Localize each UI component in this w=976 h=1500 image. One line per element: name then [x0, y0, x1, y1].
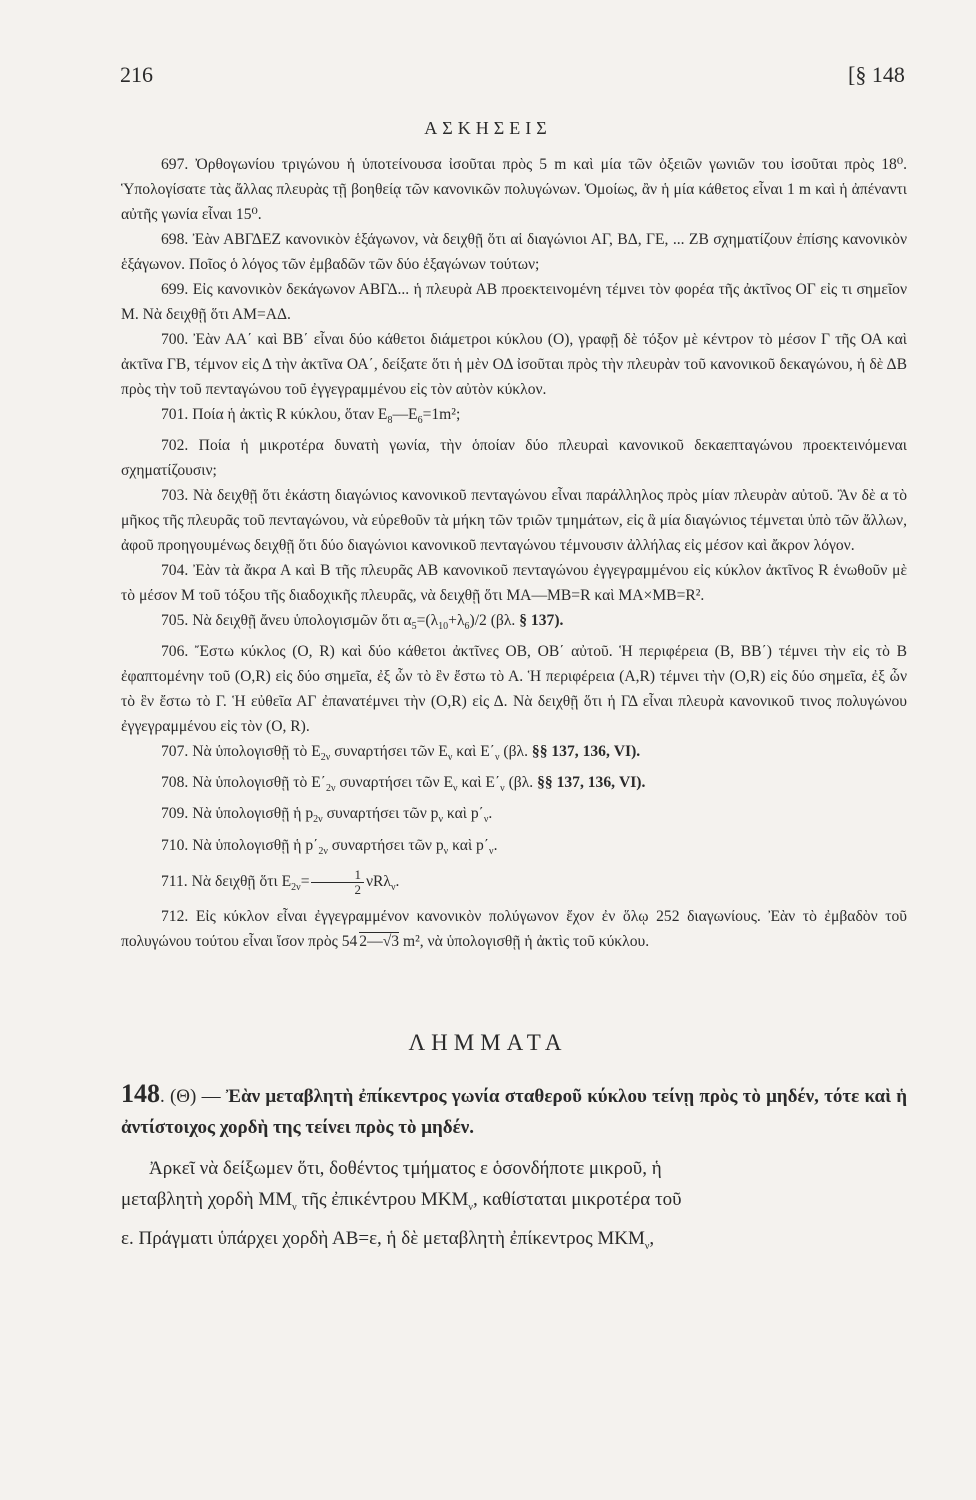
exercise-705: 705. Νὰ δειχθῇ ἄνευ ὑπολογισμῶν ὅτι $\alpha_5=(\lambda_{10}+\lambda_6)/2$ (βλ. § 137).: [161, 612, 564, 633]
exercise-699: 699. Εἰς κανονικὸν δεκάγωνον ΑΒΓΔ... ἡ πλευρὰ ΑΒ προεκτεινομένη τέμνει τὸν φορέα τῆς ἀκτῖνος ΟΓ εἰς τι σημεῖον Μ. Νὰ δειχθῇ ὅτι ΑΜ=ΑΔ.: [121, 281, 907, 323]
exercise-711: 711. Νὰ δειχθῇ ὅτι $E_{2\nu}=$ $\frac{1}{2}$ νRλ$_\nu$.: [161, 866, 400, 897]
exercise-712: 712. Εἰς κύκλον εἶναι ἐγγεγραμμένον κανονικὸν πολύγωνον ἔχον ἐν ὅλῳ 252 διαγωνίους. Ἐὰν τὸ ἐμβαδὸν τοῦ πολυγώνου τούτου εἶναι ἴσον πρὸς 54 2—√3 m², νὰ ὑπολογισθῇ ἡ ἀκτὶς τοῦ κύκλου.: [121, 907, 907, 950]
exercise-708: 708. Νὰ ὑπολογισθῇ τὸ $E΄_{2\nu}$ συναρτήσει τῶν $E_\nu$ καὶ $E΄_\nu$ (βλ. §§ 137, 136, VI).: [161, 774, 646, 795]
section-reference: [§ 148: [848, 62, 905, 87]
exercise-702: 702. Ποία ἡ μικροτέρα δυνατὴ γωνία, τὴν ὁποίαν δύο πλευραὶ κανονικοῦ δεκαεπταγώνου προεκτεινόμεναι σχηματίζουσιν;: [121, 437, 907, 480]
fraction: $\frac{1}{2}$: [311, 868, 364, 897]
page-number: 216: [120, 62, 153, 87]
proof-line-2: μεταβλητὴ χορδὴ $MM_\nu$ τῆς ἐπικέντρου $MKM_\nu$, καθίσταται μικροτέρα τοῦ: [121, 1189, 682, 1213]
exercise-697: 697. Ὀρθογωνίου τριγώνου ἡ ὑποτείνουσα ἰσοῦται πρὸς 5 m καὶ μία τῶν ὀξειῶν γωνιῶν του ἰσοῦται πρὸς 18⁰. Ὑπολογίσατε τὰς ἄλλας πλευρὰς τῇ βοηθείᾳ τῶν κανονικῶν πολυγώνων. Ὁμοίως, ἂν ἡ μία κάθετος εἶναι 1 m καὶ ἡ ἀπέναντι αὐτῆς γωνία εἶναι 15⁰.: [121, 156, 907, 223]
angle-mkm: $MKM_\nu$: [420, 1189, 473, 1213]
exercises-heading: ΑΣΚΗΣΕΙΣ: [424, 118, 552, 138]
exercise-703: 703. Νὰ δειχθῇ ὅτι ἑκάστη διαγώνιος κανονικοῦ πενταγώνου εἶναι παράλληλος πρὸς μίαν πλευρὰν αὐτοῦ. Ἂν δὲ α τὸ μῆκος τῆς πλευρᾶς τοῦ πενταγώνου, νὰ εὑρεθοῦν τὰ μήκη τῶν τριῶν τμημάτων, εἰς ἃ μία διαγώνιος τέμνεται ὑπὸ τῶν ἄλλων, ἀφοῦ προηγουμένως δειχθῇ ὅτι δύο διαγώνιοι κανονικοῦ πενταγώνου τέμνουσιν ἀλλήλας εἰς μέσον καὶ ἄκρον λόγον.: [121, 487, 907, 555]
exercise-698: 698. Ἐὰν ΑΒΓΔΕΖ κανονικὸν ἑξάγωνον, νὰ δειχθῇ ὅτι αἱ διαγώνιοι ΑΓ, ΒΔ, ΓΕ, ... ΖΒ σχηματίζουν ἐπίσης κανονικὸν ἑξάγωνον. Ποῖος ὁ λόγος τῶν ἐμβαδῶν τῶν δύο ἑξαγώνων τούτων;: [121, 231, 907, 273]
lemmata-heading: ΛΗΜΜΑΤΑ: [408, 1030, 568, 1055]
lemma-148: [121, 1078, 907, 1262]
exercises-list: [121, 152, 907, 954]
exercise-709: 709. Νὰ ὑπολογισθῇ ἡ $p_{2\nu}$ συναρτήσει τῶν $p_\nu$ καὶ $p΄_\nu$.: [161, 805, 493, 826]
proof-line-3: ε. Πράγματι ὑπάρχει χορδὴ ΑΒ=ε, ἡ δὲ μεταβλητὴ ἐπίκεντρος $MKM_\nu$,: [121, 1227, 655, 1252]
proof-line-1: Ἀρκεῖ νὰ δείξωμεν ὅτι, δοθέντος τμήματος ε ὁσονδήποτε μικροῦ, ἡ: [149, 1158, 662, 1179]
exercise-710: 710. Νὰ ὑπολογισθῇ ἡ $p΄_{2\nu}$ συναρτήσει τῶν $p_\nu$ καὶ $p΄_\nu$.: [161, 836, 498, 857]
exercise-706: 706. Ἔστω κύκλος (Ο, R) καὶ δύο κάθετοι ἀκτῖνες ΟΒ, ΟΒ΄ αὐτοῦ. Ἡ περιφέρεια (Β, ΒΒ΄) τέμνει τὴν εἰς τὸ Β ἐφαπτομένην τοῦ (Ο,R) εἰς δύο σημεῖα, ἐξ ὧν τὸ ἓν ἔστω τὸ Α. Ἡ περιφέρεια (Α,R) τέμνει τὴν (Ο,R) εἰς δύο σημεῖα, ἐξ ὧν τὸ ἓν ἔστω τὸ Γ. Ἡ εὐθεῖα ΑΓ ἐπανατέμνει τὴν (Ο,R) εἰς Δ. Νὰ δειχθῇ ὅτι ἡ ΓΔ εἶναι πλευρὰ κανονικοῦ τινος πολυγώνου ἐγγεγραμμένου εἰς τὸν (Ο, R).: [121, 643, 907, 736]
radical: 2—√3: [359, 932, 400, 950]
exercise-701: 701. Ποία ἡ ἀκτὶς R κύκλου, ὅταν $E_8—E_6=1m^2$;: [161, 406, 461, 427]
lemma-statement: 148. (Θ) — Ἐὰν μεταβλητὴ ἐπίκεντρος γωνία σταθεροῦ κύκλου τείνῃ πρὸς τὸ μηδέν, τότε καὶ ἡ ἀντίστοιχος χορδὴ της τείνει πρὸς τὸ μηδέν.: [121, 1079, 907, 1138]
exercise-700: 700. Ἐὰν ΑΑ΄ καὶ ΒΒ΄ εἶναι δύο κάθετοι διάμετροι κύκλου (Ο), γραφῇ δὲ τόξον μὲ κέντρον τὸ μέσον Γ τῆς ΟΑ καὶ ἀκτῖνα ΓΒ, τέμνον εἰς Δ τὴν ἀκτῖνα ΟΑ΄, δείξατε ὅτι ἡ μὲν ΟΔ ἰσοῦται πρὸς τὴν πλευρὰν τοῦ κανονικοῦ δεκαγώνου, ἡ δὲ ΔΒ πρὸς τὴν τοῦ πενταγώνου τοῦ ἐγγεγραμμένου εἰς τὸν αὐτὸν κύκλον.: [121, 331, 907, 398]
exercise-704: 704. Ἐὰν τὰ ἄκρα Α καὶ Β τῆς πλευρᾶς ΑΒ κανονικοῦ πενταγώνου ἐγγεγραμμένου εἰς κύκλον ἀκτῖνος R ἑνωθοῦν μὲ τὸ μέσον Μ τοῦ τόξου τῆς διαδοχικῆς πλευρᾶς, νὰ δειχθῇ ὅτι ΜΑ—ΜΒ=R καὶ ΜΑ×ΜΒ=R².: [121, 562, 907, 605]
exercise-707: 707. Νὰ ὑπολογισθῇ τὸ $E_{2\nu}$ συναρτήσει τῶν $E_\nu$ καὶ $E΄_\nu$ (βλ. §§ 137, 136, VI).: [161, 743, 641, 764]
